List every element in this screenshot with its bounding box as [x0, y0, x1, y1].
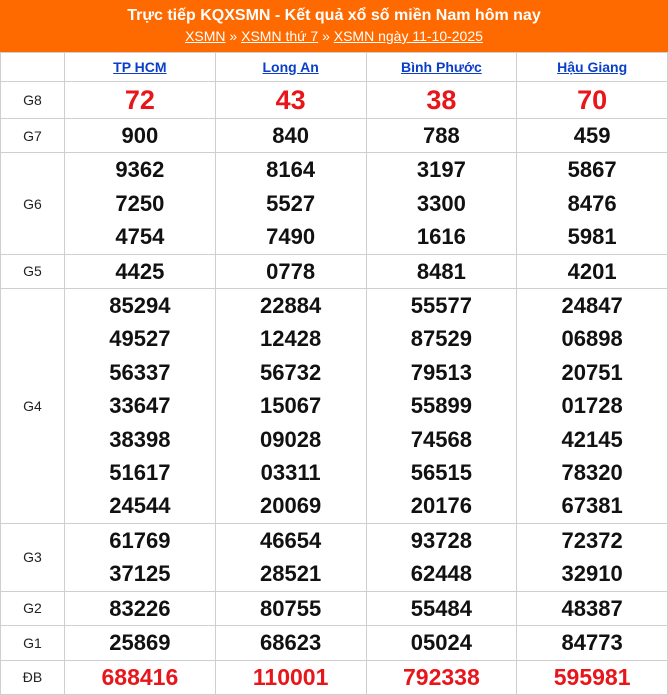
prize-row-g2 — [1, 591, 668, 625]
prize-number: 84773 — [561, 630, 623, 656]
prize-cell — [517, 626, 668, 660]
prize-number: 8476 — [567, 190, 617, 216]
prize-cell — [65, 523, 216, 591]
prize-number: 49527 — [109, 326, 171, 352]
prize-cell — [215, 254, 366, 288]
prize-cell — [366, 591, 517, 625]
prize-number: 459 — [573, 123, 611, 148]
prize-cell — [366, 254, 517, 288]
province-header-row — [1, 53, 668, 82]
breadcrumb-xsmn[interactable]: XSMN — [185, 28, 226, 44]
prize-cell — [517, 153, 668, 254]
prize-cell — [517, 289, 668, 524]
prize-number: 38398 — [109, 426, 171, 452]
prize-number: 3197 — [416, 157, 466, 183]
prize-number: 03311 — [260, 460, 321, 486]
prize-number: 5867 — [567, 157, 617, 183]
prize-row-g4 — [1, 289, 668, 524]
province-binh-phuoc[interactable]: Bình Phước — [366, 53, 517, 82]
prize-label: G4 — [1, 289, 65, 524]
prize-number: 24544 — [109, 493, 171, 519]
prize-number: 67381 — [561, 493, 623, 519]
prize-number: 110001 — [252, 663, 329, 690]
prize-number: 1616 — [416, 224, 466, 250]
prize-cell — [517, 82, 668, 119]
prize-number: 85294 — [109, 293, 171, 319]
prize-cell — [65, 660, 216, 694]
prize-number: 37125 — [109, 561, 171, 587]
prize-cell — [215, 153, 366, 254]
page-header — [0, 0, 668, 52]
prize-label: G1 — [1, 626, 65, 660]
prize-cell — [65, 626, 216, 660]
prize-cell — [366, 626, 517, 660]
prize-number: 78320 — [561, 460, 623, 486]
prize-cell — [65, 254, 216, 288]
prize-number: 61769 — [109, 527, 171, 553]
prize-number: 840 — [272, 123, 309, 148]
prize-row-g6 — [1, 153, 668, 254]
prize-number: 55484 — [410, 595, 472, 621]
prize-number: 48387 — [561, 595, 623, 621]
prize-cell — [366, 119, 517, 153]
prize-number: 688416 — [101, 663, 179, 690]
prize-number: 8164 — [266, 157, 316, 183]
prize-cell — [517, 660, 668, 694]
prize-number: 87529 — [410, 326, 472, 352]
prize-number: 68623 — [260, 630, 322, 656]
prize-number: 5527 — [266, 190, 316, 216]
prize-number: 28521 — [260, 561, 322, 587]
results-table — [0, 52, 668, 695]
corner-cell — [1, 53, 65, 82]
prize-number: 3300 — [416, 190, 466, 216]
prize-number: 12428 — [260, 326, 322, 352]
prize-number: 900 — [121, 123, 159, 148]
prize-number: 32910 — [561, 561, 623, 587]
prize-label: G2 — [1, 591, 65, 625]
prize-number: 42145 — [561, 426, 623, 452]
prize-number: 15067 — [260, 393, 322, 419]
breadcrumb-separator: » — [229, 28, 238, 44]
province-hau-giang[interactable]: Hậu Giang — [517, 53, 668, 82]
prize-number: 56732 — [260, 359, 322, 385]
prize-number: 7250 — [115, 190, 165, 216]
prize-number: 24847 — [561, 293, 623, 319]
prize-cell — [517, 591, 668, 625]
prize-number: 56515 — [410, 460, 472, 486]
prize-number: 788 — [423, 123, 460, 148]
prize-cell — [215, 82, 366, 119]
prize-number: 62448 — [410, 561, 472, 587]
prize-number: 7490 — [266, 224, 316, 250]
prize-number: 55899 — [410, 393, 472, 419]
prize-number: 51617 — [109, 460, 171, 486]
prize-cell — [517, 119, 668, 153]
province-tp-hcm[interactable]: TP HCM — [65, 53, 216, 82]
prize-number: 20176 — [410, 493, 472, 519]
page-title: Trực tiếp KQXSMN - Kết quả xổ số miền Nam hôm nay — [127, 7, 541, 24]
prize-cell — [215, 119, 366, 153]
prize-number: 9362 — [115, 157, 165, 183]
prize-number: 70 — [577, 85, 608, 115]
prize-cell — [65, 289, 216, 524]
prize-label: G7 — [1, 119, 65, 153]
prize-row-db — [1, 660, 668, 694]
prize-number: 74568 — [410, 426, 472, 452]
prize-number: 46654 — [260, 527, 322, 553]
prize-row-g7 — [1, 119, 668, 153]
prize-cell — [366, 289, 517, 524]
prize-number: 93728 — [410, 527, 472, 553]
prize-number: 8481 — [416, 258, 466, 284]
prize-row-g3 — [1, 523, 668, 591]
prize-number: 25869 — [109, 630, 171, 656]
prize-cell — [215, 523, 366, 591]
prize-cell — [65, 119, 216, 153]
prize-label: ĐB — [1, 660, 65, 694]
prize-cell — [517, 254, 668, 288]
prize-cell — [215, 591, 366, 625]
prize-number: 06898 — [561, 326, 623, 352]
prize-row-g5 — [1, 254, 668, 288]
prize-number: 43 — [275, 85, 306, 115]
breadcrumb-xsmn-date[interactable]: XSMN ngày 11-10-2025 — [333, 28, 483, 44]
prize-number: 20069 — [260, 493, 322, 519]
prize-label: G8 — [1, 82, 65, 119]
prize-cell — [366, 82, 517, 119]
prize-cell — [366, 523, 517, 591]
prize-number: 01728 — [561, 393, 623, 419]
prize-number: 22884 — [260, 293, 322, 319]
breadcrumb-xsmn-thu-7[interactable]: XSMN thứ 7 — [241, 28, 319, 44]
prize-cell — [366, 660, 517, 694]
prize-cell — [517, 523, 668, 591]
prize-cell — [215, 626, 366, 660]
prize-label: G3 — [1, 523, 65, 591]
prize-number: 0778 — [266, 258, 316, 284]
prize-number: 09028 — [260, 426, 322, 452]
breadcrumb — [0, 27, 668, 45]
prize-number: 80755 — [260, 595, 322, 621]
prize-cell — [215, 289, 366, 524]
prize-number: 33647 — [109, 393, 171, 419]
prize-cell — [65, 153, 216, 254]
prize-cell — [65, 591, 216, 625]
prize-label: G5 — [1, 254, 65, 288]
breadcrumb-separator: » — [322, 28, 330, 44]
prize-number: 792338 — [403, 663, 480, 690]
prize-number: 20751 — [561, 359, 623, 385]
prize-number: 56337 — [109, 359, 171, 385]
prize-number: 72 — [124, 85, 155, 115]
prize-cell — [215, 660, 366, 694]
prize-number: 83226 — [109, 595, 171, 621]
prize-number: 5981 — [567, 224, 617, 250]
prize-number: 4754 — [115, 224, 165, 250]
prize-row-g8 — [1, 82, 668, 119]
prize-number: 4425 — [115, 258, 165, 284]
prize-number: 72372 — [561, 527, 623, 553]
province-long-an[interactable]: Long An — [215, 53, 366, 82]
prize-number: 595981 — [553, 663, 631, 690]
prize-number: 05024 — [410, 630, 472, 656]
prize-label: G6 — [1, 153, 65, 254]
prize-number: 38 — [426, 85, 457, 115]
prize-number: 79513 — [410, 359, 472, 385]
prize-number: 55577 — [410, 293, 472, 319]
prize-row-g1 — [1, 626, 668, 660]
prize-cell — [65, 82, 216, 119]
prize-cell — [366, 153, 517, 254]
prize-number: 4201 — [567, 258, 617, 284]
